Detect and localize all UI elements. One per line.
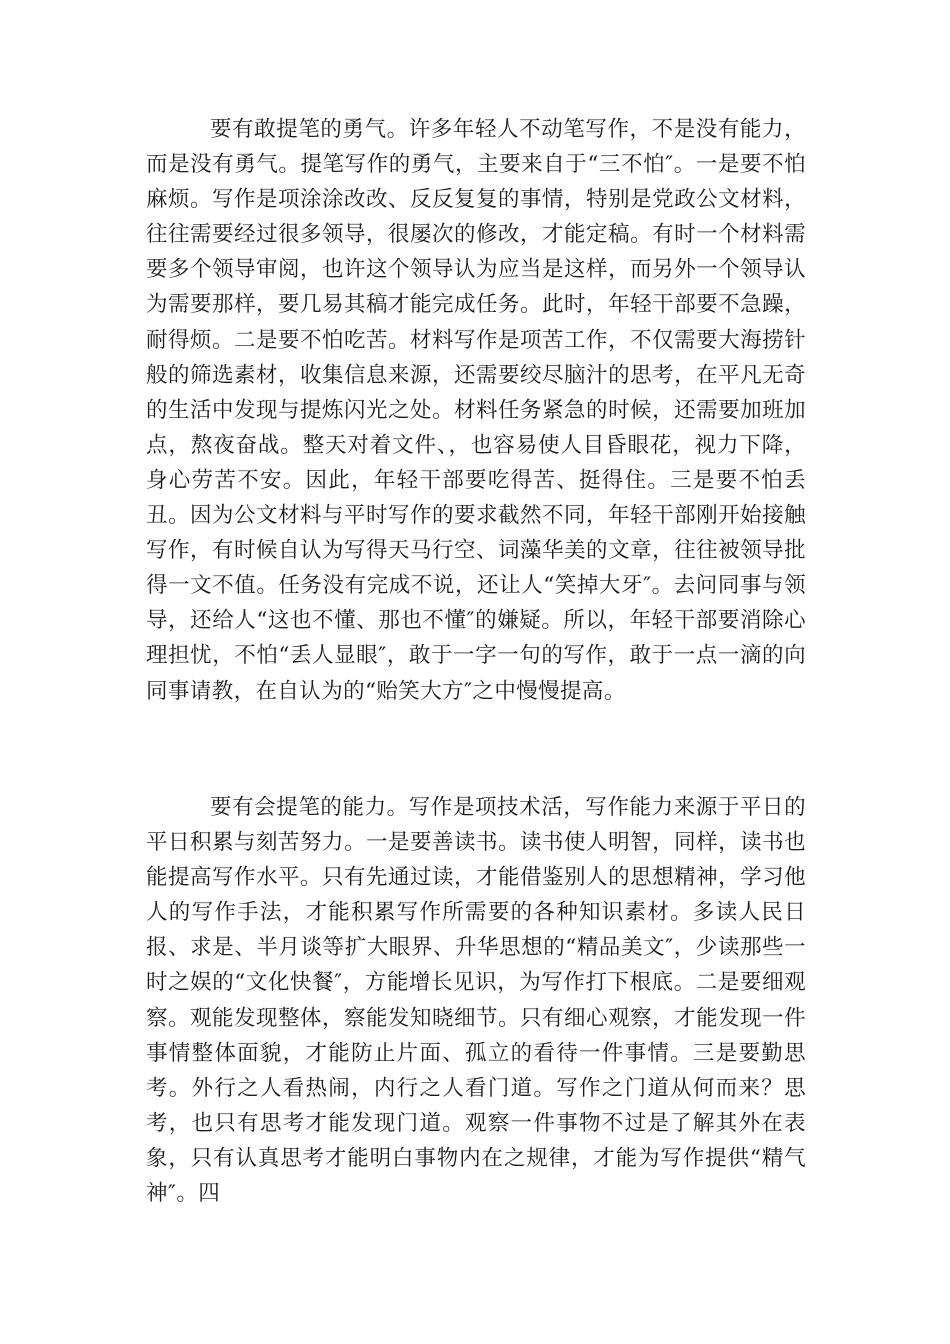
paragraph-courage-to-write: 要有敢提笔的勇气。许多年轻人不动笔写作，不是没有能力，而是没有勇气。提笔写作的勇气，主要来自于“三不怕″。一是要不怕麻烦。写作是项涂涂改改、反反复复的事情，特别是党政公文材料，往往需要经过很多领导，很屡次的修改，才能定稿。有时一个材料需要多个领导审阅，也许这个领导认为应当是这样，而另外一个领导认为需要那样，要几易其稿才能完成任务。此时，年轻干部要不急躁，耐得烦。二是要不怕吃苦。材料写作是项苦工作，不仅需要大海捞针般的筛选素材，收集信息来源，还需要绞尽脑汁的思考，在平凡无奇的生活中发现与提炼闪光之处。材料任务紧急的时候，还需要加班加点，熬夜奋战。整天对着文件、，也容易使人目昏眼花，视力下降，身心劳苦不安。因此，年轻干部要吃得苦、挺得住。三是要不怕丢丑。因为公文材料与平时写作的要求截然不同，年轻干部刚开始接触写作，有时候自认为写得天马行空、词藻华美的文章，往往被领导批得一文不值。任务没有完成不说，还让人“笑掉大牙″。去问同事与领导，还给人“这也不懂、那也不懂″的嫌疑。所以，年轻干部要消除心理担忧，不怕“丢人显眼″，敢于一字一句的写作，敢于一点一滴的向同事请教，在自认为的“贻笑大方″之中慢慢提高。 (146, 117, 806, 704)
paragraph-ability-to-write: 要有会提笔的能力。写作是项技术活，写作能力来源于平日的平日积累与刻苦努力。一是要善读书。读书使人明智，同样，读书也能提高写作水平。只有先通过读，才能借鉴别人的思想精神，学习他人的写作手法，才能积累写作所需要的各种知识素材。多读人民日报、求是、半月谈等扩大眼界、升华思想的“精品美文″，少读那些一时之娱的“文化快餐″，方能增长见识，为写作打下根底。二是要细观察。观能发现整体，察能发知晓细节。只有细心观察，才能发现一件事情整体面貌，才能防止片面、孤立的看待一件事情。三是要勤思考。外行之人看热闹，内行之人看门道。写作之门道从何而来？思考，也只有思考才能发现门道。观察一件事物不过是了解其外在表象，只有认真思考才能明白事物内在之规律，才能为写作提供“精气神″。四 (146, 795, 806, 1207)
